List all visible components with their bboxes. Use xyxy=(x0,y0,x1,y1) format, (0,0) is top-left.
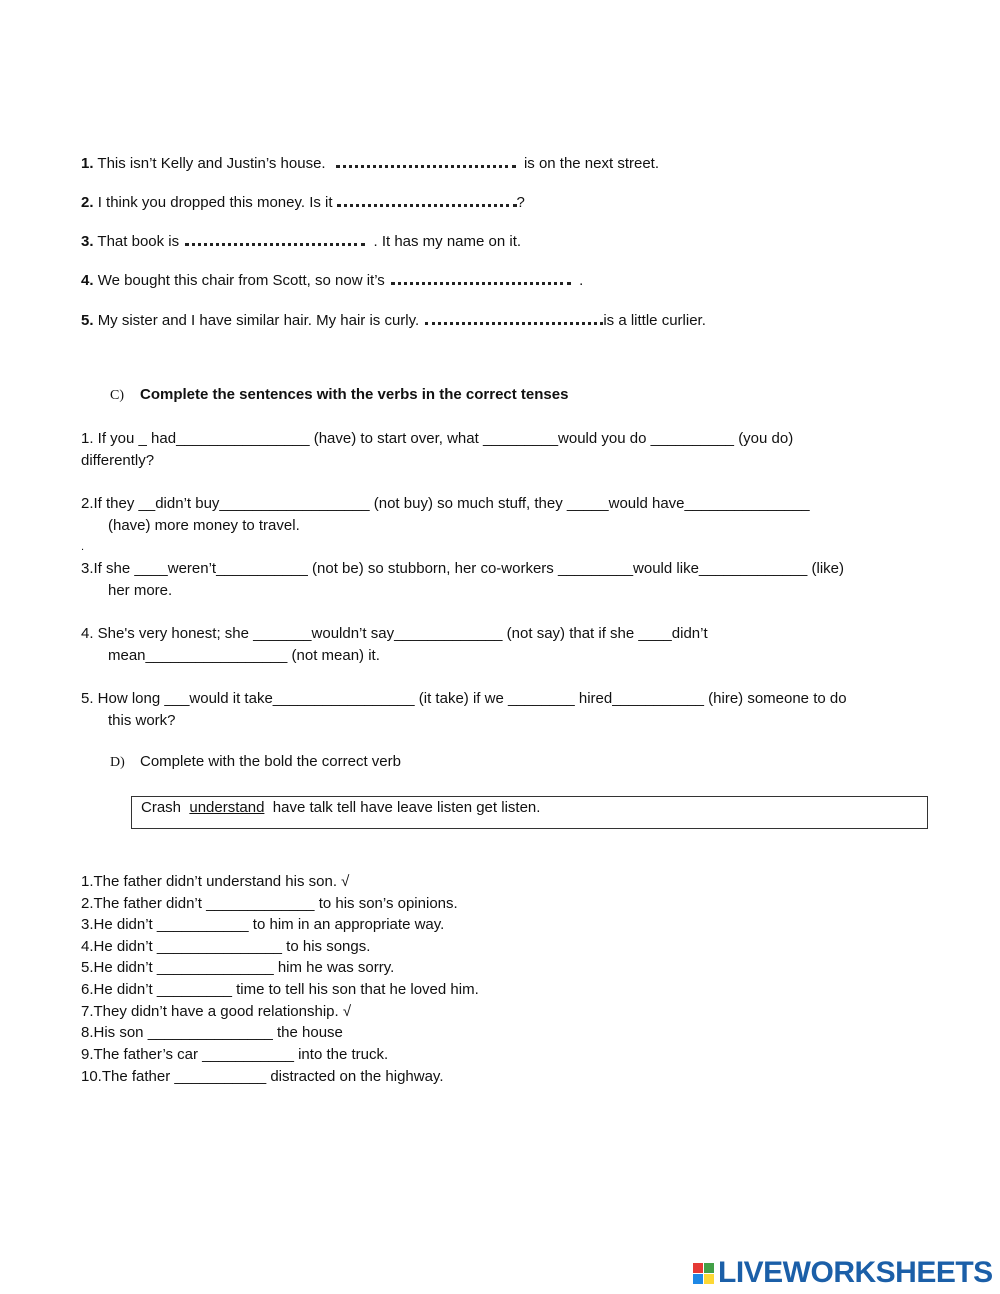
answer-blank-3[interactable] xyxy=(185,229,365,246)
section-d-heading: D) Complete with the bold the correct verb xyxy=(110,753,401,770)
section-d-line: 2.The father didn’t _____________ to his son’s opinions. xyxy=(81,895,458,912)
exercise-b-item-5: 5. My sister and I have similar hair. My hair is curly. is a little curlier. xyxy=(81,308,706,329)
section-d-line: 10.The father ___________ distracted on the highway. xyxy=(81,1068,444,1085)
section-c-heading: C) Complete the sentences with the verbs in the correct tenses xyxy=(110,386,569,403)
section-c-line: mean_________________ (not mean) it. xyxy=(108,647,380,664)
exercise-b-item-3: 3. That book is . It has my name on it. xyxy=(81,229,521,250)
section-d-line: 4.He didn’t _______________ to his songs. xyxy=(81,938,371,955)
section-d-line: 9.The father’s car ___________ into the truck. xyxy=(81,1046,389,1063)
section-c-line: her more. xyxy=(108,582,173,599)
answer-blank-5[interactable] xyxy=(425,308,603,325)
section-c-line: (have) more money to travel. xyxy=(108,517,300,534)
liveworksheets-logo: LIVEWORKSHEETS xyxy=(693,1256,993,1290)
section-d-line: 8.His son _______________ the house xyxy=(81,1024,343,1041)
section-c-line: differently? xyxy=(81,452,155,469)
section-d-line: 7.They didn’t have a good relationship. √ xyxy=(81,1003,352,1020)
section-d-line: 1.The father didn’t understand his son. √ xyxy=(81,873,350,890)
word-bank: Crash understand have talk tell have leave listen get listen. xyxy=(141,799,541,816)
section-c-line: 3.If she ____weren’t___________ (not be) so stubborn, her co-workers _________would like_____________ (like) xyxy=(81,560,845,577)
section-c-line: 2.If they __didn’t buy__________________ (not buy) so much stuff, they _____would have_______________ xyxy=(81,495,810,512)
answer-blank-4[interactable] xyxy=(391,268,571,285)
section-c-line: this work? xyxy=(108,712,176,729)
exercise-b-item-2: 2. I think you dropped this money. Is it ? xyxy=(81,190,525,211)
section-d-line: 6.He didn’t _________ time to tell his son that he loved him. xyxy=(81,981,479,998)
section-c-line: 4. She's very honest; she _______wouldn’t say_____________ (not say) that if she ____didn’t xyxy=(81,625,708,642)
answer-blank-2[interactable] xyxy=(337,190,517,207)
exercise-b-item-4: 4. We bought this chair from Scott, so now it’s . xyxy=(81,268,583,289)
section-c-line: . xyxy=(81,541,85,553)
logo-grid-icon xyxy=(693,1263,714,1284)
answer-blank-1[interactable] xyxy=(336,151,516,168)
section-c-line: 5. How long ___would it take_________________ (it take) if we ________ hired___________ (hire) someone to do xyxy=(81,690,847,707)
word-bank-box xyxy=(131,796,928,829)
section-d-line: 5.He didn’t ______________ him he was sorry. xyxy=(81,959,395,976)
section-d-line: 3.He didn’t ___________ to him in an appropriate way. xyxy=(81,916,445,933)
section-c-line: 1. If you _ had________________ (have) to start over, what _________would you do __________ (you do) xyxy=(81,430,794,447)
exercise-b-item-1: 1. This isn’t Kelly and Justin’s house. is on the next street. xyxy=(81,151,659,172)
